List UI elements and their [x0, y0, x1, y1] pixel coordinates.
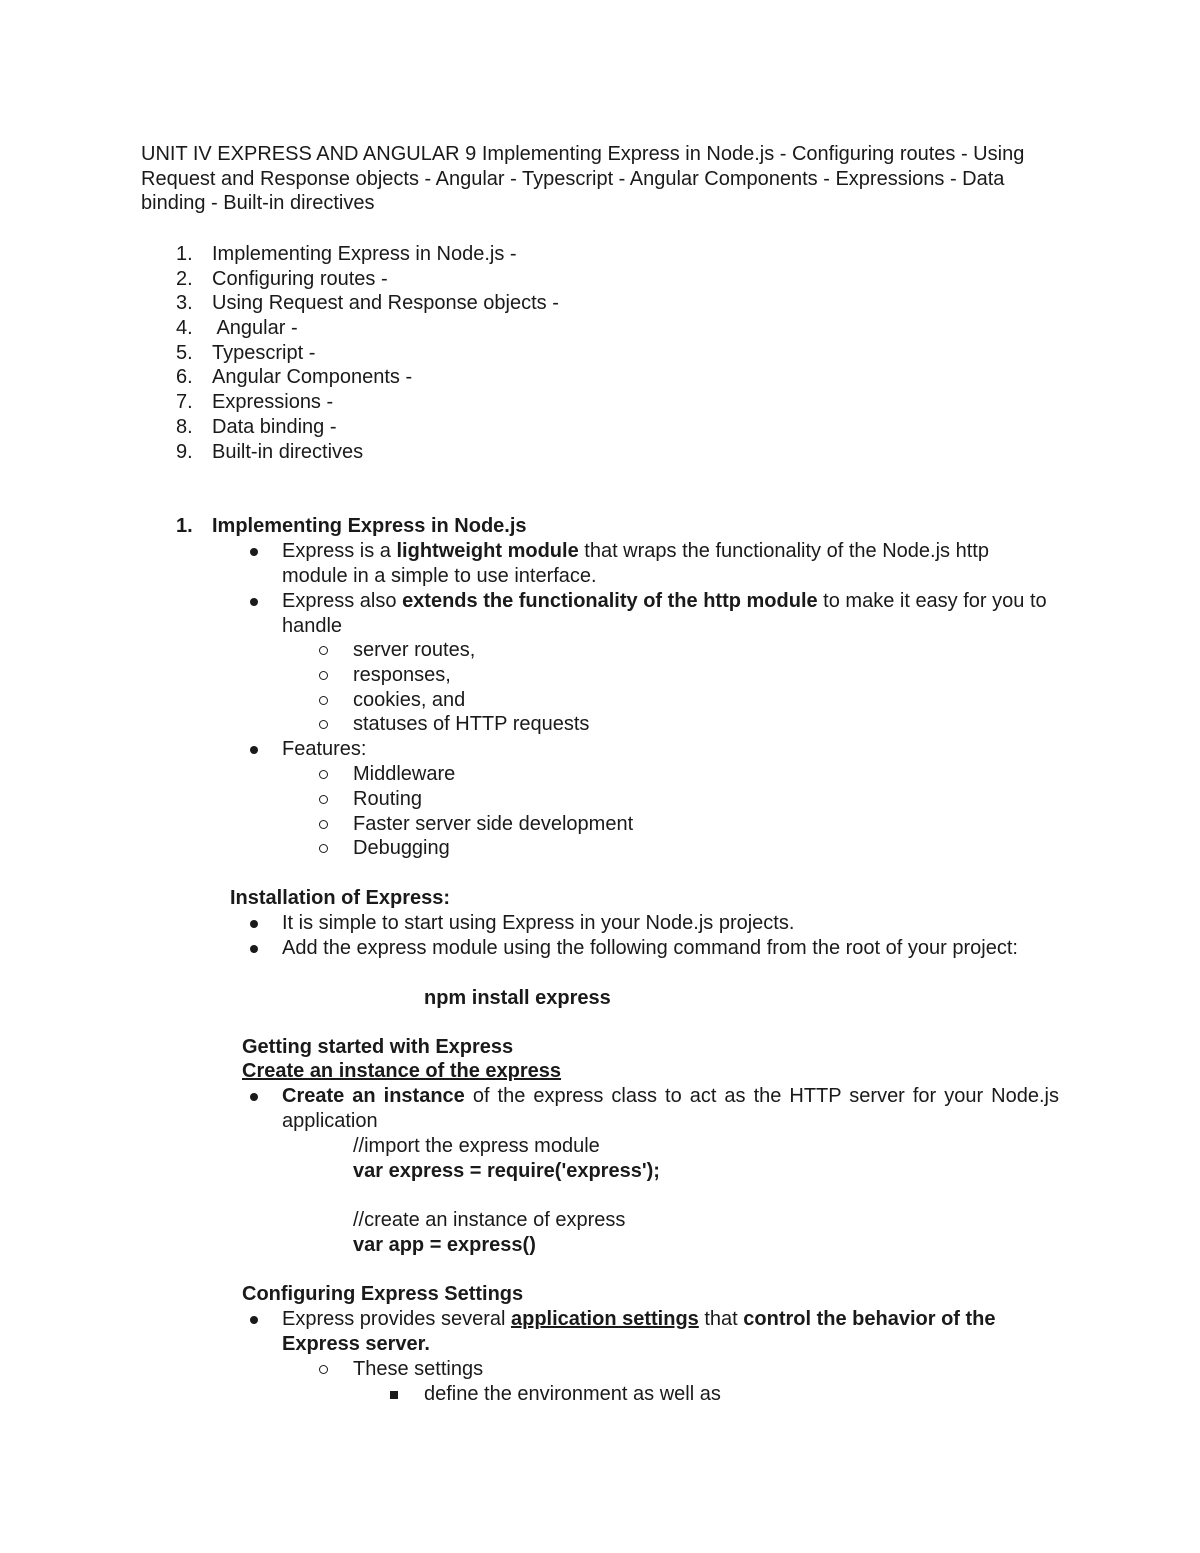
circle-bullet	[319, 696, 328, 705]
topic-item: 5. Typescript -	[176, 341, 316, 364]
topic-item: 3. Using Request and Response objects -	[176, 292, 559, 315]
circle-bullet	[319, 671, 328, 680]
circle-bullet	[319, 844, 328, 853]
application-settings-link[interactable]: application settings	[510, 1308, 699, 1330]
topic-item: 7. Expressions -	[176, 391, 334, 414]
unit-heading: UNIT IV EXPRESS AND ANGULAR 9 Implementing Express in Node.js - Configuring routes - Using Request and Response objects - Angular - Typescript - Angular Components - Expressions - Data binding - Built-in directives	[141, 143, 1025, 215]
sub-item: server routes,	[353, 638, 475, 663]
bullet-dot	[250, 1093, 258, 1101]
code-line: var app = express()	[353, 1234, 536, 1256]
topic-item: 9. Built-in directives	[176, 440, 364, 463]
subsub-item: define the environment as well as	[424, 1382, 721, 1407]
bullet-install-command: Add the express module using the following command from the root of your project:	[282, 936, 1059, 961]
feature-item: Middleware	[353, 762, 455, 787]
topic-item: 6. Angular Components -	[176, 366, 413, 389]
feature-item: Routing	[353, 787, 422, 812]
feature-item: Debugging	[353, 836, 450, 861]
getting-started-title: Getting started with Express	[242, 1036, 514, 1058]
topic-item: 4. Angular -	[176, 317, 298, 340]
bullet-dot	[250, 598, 258, 606]
bullet-dot	[250, 920, 258, 928]
bullet-features: Features:	[282, 737, 1059, 762]
circle-bullet	[319, 795, 328, 804]
install-command: npm install express	[424, 987, 611, 1009]
topic-item: 2. Configuring routes -	[176, 267, 388, 290]
create-instance-subtitle: Create an instance of the express	[242, 1060, 562, 1082]
bullet-install-simple: It is simple to start using Express in your Node.js projects.	[282, 911, 1059, 936]
code-comment: //import the express module	[353, 1135, 600, 1157]
square-bullet	[390, 1391, 398, 1399]
code-comment: //create an instance of express	[353, 1209, 626, 1231]
bullet-settings: Express provides several application settings that control the behavior of the Express server.	[282, 1307, 1059, 1356]
circle-bullet	[319, 770, 328, 779]
topic-list	[176, 242, 559, 464]
circle-bullet	[319, 820, 328, 829]
circle-bullet	[319, 1365, 328, 1374]
topic-item: 1. Implementing Express in Node.js -	[176, 243, 517, 265]
installation-title: Installation of Express:	[230, 887, 451, 909]
bullet-dot	[250, 746, 258, 754]
sub-item: These settings	[353, 1357, 483, 1382]
bullet-dot	[250, 548, 258, 556]
sub-item: statuses of HTTP requests	[353, 712, 589, 737]
bullet-lightweight: Express is a lightweight module that wraps the functionality of the Node.js http module in a simple to use interface.	[282, 539, 1059, 588]
code-line: var express = require('express');	[353, 1160, 660, 1182]
feature-item: Faster server side development	[353, 812, 633, 837]
circle-bullet	[319, 646, 328, 655]
sub-item: responses,	[353, 663, 451, 688]
bullet-dot	[250, 945, 258, 953]
section-1-title: 1. Implementing Express in Node.js	[176, 515, 527, 537]
bullet-extends: Express also extends the functionality of the http module to make it easy for you to handle	[282, 589, 1059, 638]
bullet-create-instance: Create an instance of the express class to act as the HTTP server for your Node.js application	[282, 1084, 1059, 1133]
settings-title: Configuring Express Settings	[242, 1283, 524, 1305]
bullet-dot	[250, 1316, 258, 1324]
circle-bullet	[319, 720, 328, 729]
sub-item: cookies, and	[353, 688, 465, 713]
topic-item: 8. Data binding -	[176, 415, 337, 438]
